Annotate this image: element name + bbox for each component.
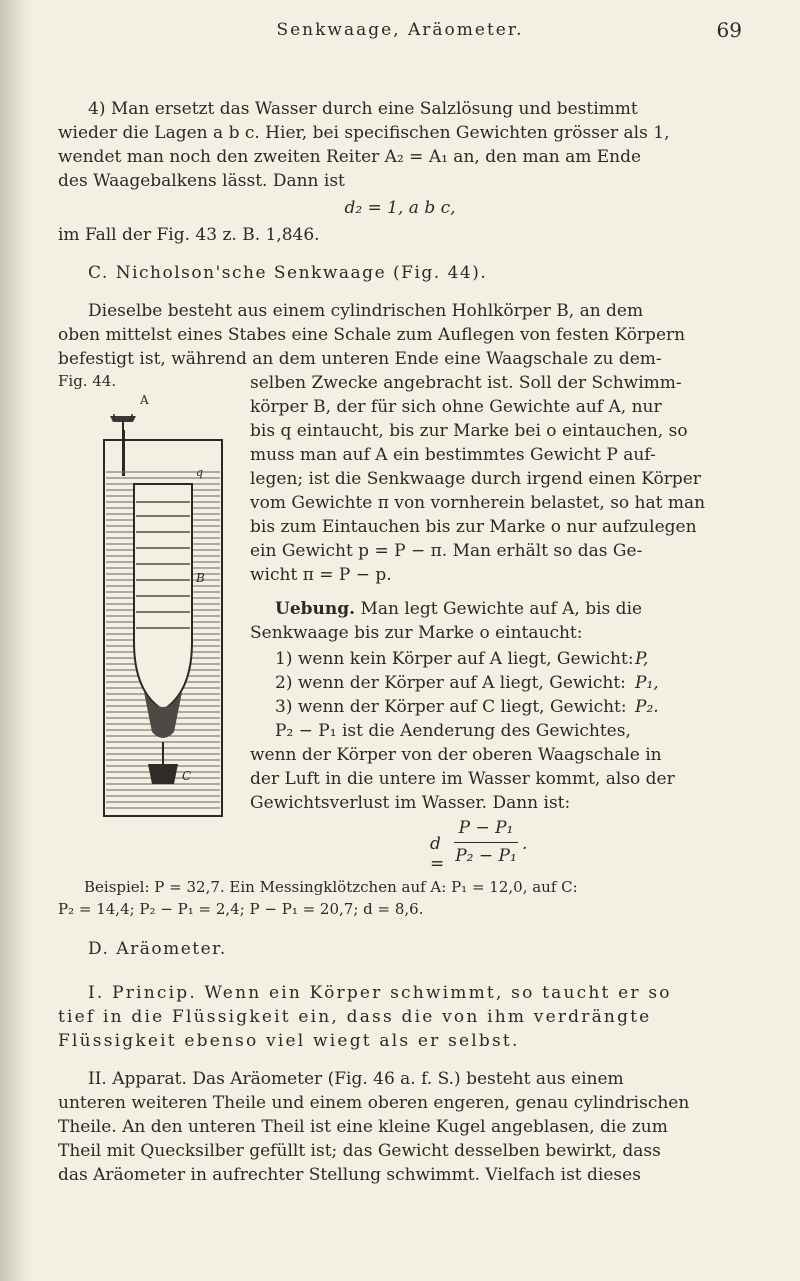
uebung-item-value: P₁, [635, 673, 659, 693]
scan-edge-shadow [0, 0, 34, 1281]
apparat-line: das Aräometer in aufrechter Stellung schwimmt. Vielfach ist dieses [58, 1165, 641, 1185]
uebung-line [275, 598, 785, 620]
section-c-heading: C. Nicholson'sche Senkwaage (Fig. 44). [88, 263, 488, 283]
figure-label-b: B [196, 571, 205, 585]
text-line: befestigt ist, während an dem unteren Ende eine Waagschale zu dem- [58, 349, 662, 369]
uebung-lead: Uebung. [275, 599, 356, 619]
apparat-line: II. Apparat. Das Aräometer (Fig. 46 a. f. S.) besteht aus einem [88, 1069, 624, 1089]
text-line: körper B, der für sich ohne Gewichte auf A, nur [250, 397, 662, 417]
text-line: P₂ − P₁ ist die Aenderung des Gewichtes, [275, 721, 631, 741]
float-body-shape [134, 484, 192, 710]
apparat-line: unteren weiteren Theile und einem oberen engeren, genau cylindrischen [58, 1093, 690, 1113]
uebung-item-value: P, [635, 649, 649, 669]
text-line: im Fall der Fig. 43 z. B. 1,846. [58, 225, 320, 245]
apparat-line: Theil mit Quecksilber gefüllt ist; das Gewicht desselben bewirkt, dass [58, 1141, 661, 1161]
text-line: bis q eintaucht, bis zur Marke bei o eintauchen, so [250, 421, 688, 441]
page-header [0, 18, 800, 44]
princip-line: I. Princip. Wenn ein Körper schwimmt, so taucht er so [88, 983, 672, 1003]
uebung-item-value: P₂. [635, 697, 659, 717]
text-line: wieder die Lagen a b c. Hier, bei specifischen Gewichten grösser als 1, [58, 123, 670, 143]
text-line: oben mittelst eines Stabes eine Schale zum Auflegen von festen Körpern [58, 325, 686, 345]
text-line: muss man auf A ein bestimmtes Gewicht P auf- [250, 445, 656, 465]
text-line: legen; ist die Senkwaage durch irgend einen Körper [250, 469, 701, 489]
text-line: Gewichtsverlust im Wasser. Dann ist: [250, 793, 571, 813]
text-line: Dieselbe besteht aus einem cylindrischen Hohlkörper B, an dem [88, 301, 644, 321]
uebung-item-text: 3) wenn der Körper auf C liegt, Gewicht: [275, 697, 627, 717]
uebung-item-text: 2) wenn der Körper auf A liegt, Gewicht: [275, 673, 626, 693]
text-line: selben Zwecke angebracht ist. Soll der Schwimm- [250, 373, 682, 393]
formula-lhs: d = [430, 834, 445, 874]
princip-line: Flüssigkeit ebenso viel wiegt als er selbst. [58, 1031, 520, 1051]
text-line: Senkwaage bis zur Marke o eintaucht: [250, 623, 583, 643]
uebung-item [275, 648, 785, 670]
figure-label: Fig. 44. [58, 372, 117, 390]
formula-d2: d₂ = 1, a b c, [344, 198, 456, 218]
formula-denominator: P₂ − P₁ [455, 846, 517, 866]
text-line: der Luft in die untere im Wasser kommt, also der [250, 769, 675, 789]
running-title: Senkwaage, Aräometer. [276, 20, 524, 40]
formula-numerator: P − P₁ [458, 818, 514, 838]
text-line: wicht π = P − p. [250, 565, 392, 585]
text-line: 4) Man ersetzt das Wasser durch eine Salzlösung und bestimmt [88, 99, 638, 119]
uebung-item [275, 672, 785, 694]
formula-suffix: . [522, 834, 528, 854]
uebung-text: Man legt Gewichte auf A, bis die [360, 599, 643, 619]
beispiel-line: P₂ = 14,4; P₂ − P₁ = 2,4; P − P₁ = 20,7; d = 8,6. [58, 900, 424, 918]
text-line: des Waagebalkens lässt. Dann ist [58, 171, 345, 191]
uebung-item [275, 696, 785, 718]
figure-label-q: q [196, 466, 204, 479]
text-line: bis zum Eintauchen bis zur Marke o nur aufzulegen [250, 517, 697, 537]
lower-basket-shape [148, 764, 178, 784]
figure-label-c: C [182, 769, 192, 783]
apparat-line: Theile. An den unteren Theil ist eine kleine Kugel angeblasen, die zum [58, 1117, 668, 1137]
uebung-item-text: 1) wenn kein Körper auf A liegt, Gewicht: [275, 649, 634, 669]
fraction-bar [454, 842, 518, 843]
stem-shape [122, 430, 125, 476]
text-line: ein Gewicht p = P − π. Man erhält so das Ge- [250, 541, 643, 561]
text-line: vom Gewichte π von vornherein belastet, so hat man [250, 493, 706, 513]
beispiel-line: Beispiel: P = 32,7. Ein Messingklötzchen auf A: P₁ = 12,0, auf C: [84, 878, 578, 896]
nicholson-hydrometer-figure [100, 392, 230, 832]
text-line: wenn der Körper von der oberen Waagschale in [250, 745, 662, 765]
page-number: 69 [716, 18, 742, 42]
princip-line: tief in die Flüssigkeit ein, dass die von ihm verdrängte [58, 1007, 652, 1027]
text-line: wendet man noch den zweiten Reiter A₂ = A₁ an, den man am Ende [58, 147, 642, 167]
section-d-heading: D. Aräometer. [88, 939, 227, 959]
figure-label-a: A [140, 393, 149, 407]
